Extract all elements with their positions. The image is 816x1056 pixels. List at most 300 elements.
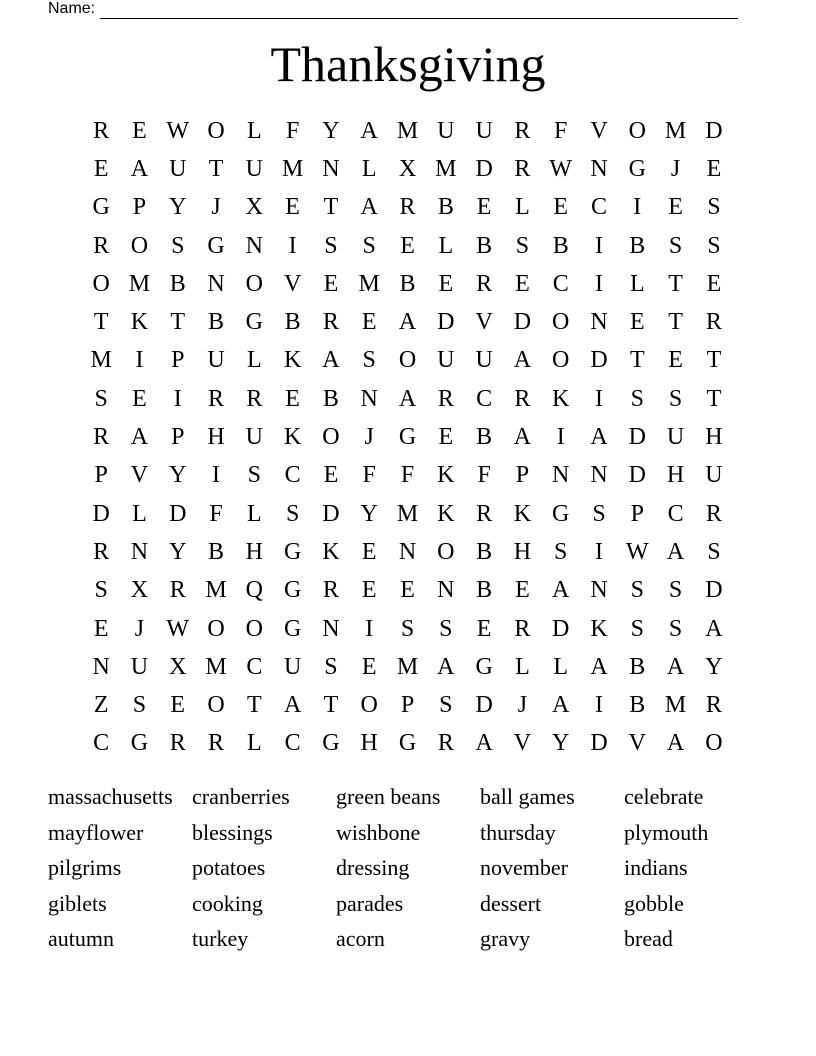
grid-letter: E [323, 270, 339, 297]
grid-letter: D [628, 424, 646, 451]
grid-letter: G [92, 194, 110, 221]
grid-letter: E [400, 577, 415, 604]
grid-letter: S [324, 653, 338, 680]
grid-letter: S [668, 615, 683, 642]
grid-letter: R [514, 385, 531, 412]
grid-letter: G [475, 653, 493, 680]
grid-letter: U [437, 347, 455, 374]
grid-letter: P [400, 692, 415, 719]
word-list-item: mayflower [48, 819, 144, 845]
grid-letter: R [705, 692, 722, 719]
grid-letter: B [399, 270, 416, 297]
grid-letter: S [630, 385, 644, 412]
grid-letter: A [666, 730, 685, 757]
grid-letter: E [285, 194, 300, 221]
grid-letter: P [132, 194, 147, 221]
grid-letter: S [362, 232, 376, 259]
grid-letter: O [398, 347, 417, 374]
grid-letter: S [592, 500, 606, 527]
grid-letter: V [475, 309, 493, 336]
grid-letter: H [245, 538, 263, 565]
grid-letter: S [668, 385, 683, 412]
grid-letter: B [476, 232, 493, 259]
grid-letter: O [245, 270, 263, 297]
grid-letter: A [666, 653, 685, 680]
grid-letter: R [169, 577, 186, 604]
grid-letter: A [590, 653, 608, 680]
grid-letter: I [595, 270, 603, 297]
grid-letter: O [705, 730, 723, 757]
grid-letter: B [322, 385, 339, 412]
grid-letter: Y [322, 117, 340, 144]
grid-letter: U [283, 653, 302, 680]
grid-letter: L [515, 194, 530, 221]
word-list-item: indians [624, 855, 688, 880]
grid-letter: R [93, 117, 110, 144]
grid-letter: O [245, 615, 263, 642]
grid-letter: X [130, 577, 149, 604]
grid-letter: E [93, 155, 109, 182]
grid-letter: V [130, 462, 149, 489]
grid-letter: C [591, 194, 608, 221]
grid-letter: S [400, 615, 415, 642]
grid-letter: R [322, 577, 339, 604]
grid-letter: R [208, 385, 225, 412]
grid-letter: B [284, 309, 301, 336]
grid-letter: T [208, 155, 224, 182]
grid-letter: X [245, 194, 263, 221]
word-list-item: thursday [480, 819, 556, 845]
grid-letter: O [437, 538, 455, 565]
grid-letter: O [207, 615, 225, 642]
grid-letter: T [323, 194, 339, 221]
grid-letter: K [552, 385, 570, 412]
grid-letter: M [435, 155, 457, 182]
grid-letter: W [625, 538, 649, 565]
grid-letter: L [247, 347, 262, 374]
grid-letter: U [437, 117, 455, 144]
word-list-item: pilgrims [48, 855, 122, 880]
grid-letter: O [360, 692, 378, 719]
grid-letter: E [668, 194, 683, 221]
grid-letter: K [322, 538, 340, 565]
grid-letter: J [364, 424, 374, 451]
grid-letter: M [358, 270, 380, 297]
grid-letter: L [629, 270, 645, 297]
grid-letter: A [130, 155, 149, 182]
word-list-item: giblets [48, 890, 107, 916]
grid-letter: G [398, 730, 417, 757]
grid-letter: E [132, 385, 147, 412]
grid-letter: M [281, 155, 304, 182]
grid-letter: E [323, 462, 339, 489]
grid-letter: T [706, 385, 722, 412]
grid-letter: B [476, 538, 493, 565]
grid-letter: U [475, 117, 493, 144]
grid-letter: U [130, 653, 149, 680]
grid-letter: R [322, 309, 339, 336]
grid-letter: B [629, 692, 646, 719]
grid-letter: L [247, 730, 262, 757]
grid-letter: S [439, 615, 453, 642]
grid-letter: S [630, 577, 644, 604]
grid-letter: E [476, 615, 492, 642]
grid-letter: E [170, 692, 186, 719]
grid-letter: U [169, 155, 187, 182]
grid-letter: S [247, 462, 262, 489]
grid-letter: R [437, 730, 454, 757]
grid-letter: D [590, 730, 608, 757]
grid-letter: K [437, 500, 455, 527]
grid-letter: G [322, 730, 340, 757]
grid-letter: R [514, 615, 531, 642]
grid-letter: O [207, 692, 225, 719]
grid-letter: W [166, 615, 190, 642]
grid-letter: N [130, 538, 149, 565]
grid-letter: A [360, 117, 378, 144]
grid-letter: M [396, 117, 419, 144]
grid-letter: M [396, 653, 419, 680]
grid-letter: E [438, 424, 454, 451]
grid-letter: B [476, 577, 493, 604]
grid-letter: C [667, 500, 684, 527]
grid-letter: Q [245, 577, 263, 604]
grid-letter: A [513, 347, 532, 374]
grid-letter: I [212, 462, 221, 489]
grid-letter: I [365, 615, 374, 642]
grid-letter: N [437, 577, 455, 604]
grid-letter: L [438, 232, 454, 259]
grid-letter: O [322, 424, 340, 451]
grid-letter: Z [93, 692, 109, 719]
grid-letter: Y [552, 730, 570, 757]
word-list-item: wishbone [336, 819, 421, 845]
word-list-item: turkey [192, 926, 249, 951]
grid-letter: C [476, 385, 493, 412]
grid-letter: D [628, 462, 646, 489]
grid-letter: I [595, 232, 603, 259]
grid-letter: T [629, 347, 645, 374]
word-list [48, 779, 768, 957]
grid-letter: V [513, 730, 532, 757]
grid-letter: H [513, 538, 532, 565]
grid-letter: S [707, 538, 721, 565]
grid-letter: N [590, 155, 608, 182]
grid-letter: M [128, 270, 151, 297]
grid-letter: H [207, 424, 225, 451]
grid-letter: E [629, 309, 645, 336]
grid-letter: I [595, 538, 603, 565]
grid-letter: G [130, 730, 149, 757]
grid-letter: I [135, 347, 144, 374]
grid-letter: U [666, 424, 685, 451]
grid-letter: E [400, 232, 415, 259]
grid-letter: G [207, 232, 225, 259]
grid-letter: E [553, 194, 569, 221]
grid-letter: T [247, 692, 262, 719]
grid-letter: U [705, 462, 723, 489]
grid-letter: Y [169, 538, 187, 565]
grid-letter: K [283, 424, 302, 451]
grid-letter: B [437, 194, 454, 221]
grid-letter: R [399, 194, 416, 221]
grid-letter: J [670, 155, 681, 182]
grid-letter: T [706, 347, 722, 374]
grid-letter: K [283, 347, 302, 374]
grid-letter: A [130, 424, 149, 451]
grid-letter: U [475, 347, 493, 374]
grid-letter: D [169, 500, 187, 527]
grid-letter: S [94, 385, 108, 412]
grid-letter: P [515, 462, 530, 489]
grid-letter: A [590, 424, 608, 451]
grid-letter: K [130, 309, 149, 336]
grid-letter: U [245, 424, 263, 451]
grid-letter: B [208, 309, 225, 336]
grid-letter: L [553, 653, 569, 680]
grid-letter: U [207, 347, 225, 374]
grid-letter: T [323, 692, 339, 719]
grid-letter: K [590, 615, 608, 642]
grid-letter: D [705, 577, 723, 604]
grid-letter: G [628, 155, 646, 182]
word-list-item: potatoes [192, 855, 266, 880]
grid-letter: I [288, 232, 297, 259]
word-list-item: plymouth [624, 819, 709, 845]
name-field [48, 0, 748, 19]
word-list-item: dessert [480, 890, 542, 916]
word-list-item: massachusetts [48, 784, 173, 809]
grid-letter: D [552, 615, 570, 642]
grid-letter: I [173, 385, 182, 412]
grid-letter: D [437, 309, 455, 336]
grid-letter: M [396, 500, 419, 527]
grid-letter: A [398, 385, 417, 412]
grid-letter: B [552, 232, 569, 259]
grid-letter: N [590, 309, 608, 336]
grid-letter: X [398, 155, 417, 182]
grid-letter: A [513, 424, 532, 451]
grid-letter: O [92, 270, 110, 297]
grid-letter: E [361, 538, 377, 565]
grid-letter: L [247, 117, 262, 144]
grid-letter: B [629, 232, 646, 259]
grid-letter: F [477, 462, 491, 489]
grid-letter: S [324, 232, 338, 259]
word-list-item: gobble [624, 890, 684, 916]
grid-letter: W [549, 155, 573, 182]
grid-letter: I [633, 194, 642, 221]
page-title: Thanksgiving [270, 36, 546, 92]
grid-letter: E [93, 615, 109, 642]
grid-letter: V [283, 270, 302, 297]
grid-letter: B [476, 424, 493, 451]
word-list-item: parades [336, 890, 404, 916]
grid-letter: S [362, 347, 376, 374]
grid-letter: J [517, 692, 528, 719]
grid-letter: Y [169, 194, 187, 221]
grid-letter: S [630, 615, 644, 642]
grid-letter: R [437, 385, 454, 412]
grid-letter: C [552, 270, 569, 297]
grid-letter: G [245, 309, 263, 336]
grid-letter: A [475, 730, 493, 757]
grid-letter: A [666, 538, 685, 565]
word-list-item: cooking [192, 890, 263, 916]
grid-letter: S [94, 577, 108, 604]
grid-letter: C [246, 653, 263, 680]
grid-letter: T [668, 309, 683, 336]
grid-letter: G [283, 577, 302, 604]
grid-letter: P [171, 424, 185, 451]
grid-letter: D [92, 500, 110, 527]
word-list-item: ball games [480, 784, 575, 809]
grid-letter: G [552, 500, 570, 527]
grid-letter: R [514, 155, 531, 182]
grid-letter: D [590, 347, 608, 374]
grid-letter: N [92, 653, 110, 680]
grid-letter: F [209, 500, 223, 527]
grid-letter: A [398, 309, 417, 336]
grid-letter: S [668, 232, 683, 259]
grid-letter: V [590, 117, 608, 144]
grid-letter: R [246, 385, 263, 412]
grid-letter: D [475, 155, 493, 182]
grid-letter: S [668, 577, 683, 604]
grid-letter: F [285, 117, 300, 144]
grid-letter: Y [169, 462, 187, 489]
grid-letter: D [475, 692, 493, 719]
grid-letter: F [554, 117, 568, 144]
grid-letter: N [207, 270, 225, 297]
grid-letter: D [705, 117, 723, 144]
grid-letter: N [398, 538, 417, 565]
grid-letter: J [211, 194, 221, 221]
grid-letter: N [322, 615, 340, 642]
grid-letter: O [552, 347, 570, 374]
grid-letter: E [515, 577, 530, 604]
grid-letter: P [171, 347, 185, 374]
grid-letter: I [595, 385, 603, 412]
grid-letter: A [322, 347, 340, 374]
grid-letter: L [515, 653, 530, 680]
grid-letter: O [207, 117, 225, 144]
word-list-item: november [480, 855, 568, 880]
grid-letter: F [400, 462, 415, 489]
grid-letter: Y [705, 653, 723, 680]
word-list-item: bread [624, 926, 673, 951]
grid-letter: F [362, 462, 376, 489]
grid-letter: H [666, 462, 685, 489]
grid-letter: R [93, 424, 110, 451]
grid-letter: S [515, 232, 530, 259]
grid-letter: W [166, 117, 190, 144]
word-list-item: blessings [192, 819, 273, 845]
grid-letter: L [361, 155, 377, 182]
grid-letter: R [514, 117, 531, 144]
grid-letter: S [285, 500, 300, 527]
grid-letter: N [590, 462, 608, 489]
grid-letter: G [283, 615, 302, 642]
grid-letter: O [130, 232, 149, 259]
grid-letter: S [554, 538, 568, 565]
grid-letter: Y [360, 500, 378, 527]
grid-letter: H [705, 424, 723, 451]
grid-letter: E [706, 155, 722, 182]
grid-letter: N [360, 385, 378, 412]
word-list-item: celebrate [624, 784, 704, 809]
grid-letter: N [590, 577, 608, 604]
grid-letter: E [361, 309, 377, 336]
grid-letter: E [361, 653, 377, 680]
grid-letter: R [476, 500, 493, 527]
grid-letter: R [476, 270, 493, 297]
grid-letter: E [438, 270, 454, 297]
grid-letter: S [707, 194, 721, 221]
grid-letter: V [628, 730, 646, 757]
grid-letter: C [93, 730, 110, 757]
grid-letter: R [93, 232, 110, 259]
word-list-item: cranberries [192, 784, 290, 809]
word-list-item: acorn [336, 926, 385, 951]
grid-letter: D [322, 500, 340, 527]
grid-letter: H [360, 730, 378, 757]
grid-letter: R [705, 500, 722, 527]
grid-letter: R [705, 309, 722, 336]
grid-letter: E [132, 117, 147, 144]
grid-letter: L [247, 500, 262, 527]
grid-letter: A [552, 577, 570, 604]
grid-letter: N [322, 155, 340, 182]
grid-letter: E [706, 270, 722, 297]
grid-letter: L [132, 500, 147, 527]
grid-letter: E [476, 194, 492, 221]
word-list-item: dressing [336, 855, 410, 880]
grid-letter: M [90, 347, 112, 374]
grid-letter: C [284, 462, 301, 489]
grid-letter: M [664, 117, 687, 144]
grid-letter: O [628, 117, 646, 144]
grid-letter: C [284, 730, 301, 757]
grid-letter: B [169, 270, 186, 297]
grid-letter: D [513, 309, 532, 336]
grid-letter: A [552, 692, 570, 719]
grid-letter: K [437, 462, 455, 489]
grid-letter: K [513, 500, 532, 527]
grid-letter: X [169, 653, 187, 680]
grid-letter: A [283, 692, 302, 719]
grid-letter: A [437, 653, 455, 680]
grid-letter: S [707, 232, 721, 259]
grid-letter: E [361, 577, 377, 604]
grid-letter: E [515, 270, 530, 297]
name-write-line [100, 2, 738, 19]
grid-letter: P [630, 500, 644, 527]
word-list-item: gravy [480, 926, 531, 951]
grid-letter: S [439, 692, 453, 719]
letter-grid [82, 112, 734, 763]
grid-letter: M [205, 577, 227, 604]
grid-letter: R [169, 730, 186, 757]
grid-letter: B [629, 653, 646, 680]
grid-letter: E [668, 347, 683, 374]
grid-letter: B [208, 538, 225, 565]
word-list-item: autumn [48, 926, 114, 951]
grid-letter: G [398, 424, 417, 451]
grid-letter: S [132, 692, 147, 719]
grid-letter: E [285, 385, 300, 412]
grid-letter: R [93, 538, 110, 565]
